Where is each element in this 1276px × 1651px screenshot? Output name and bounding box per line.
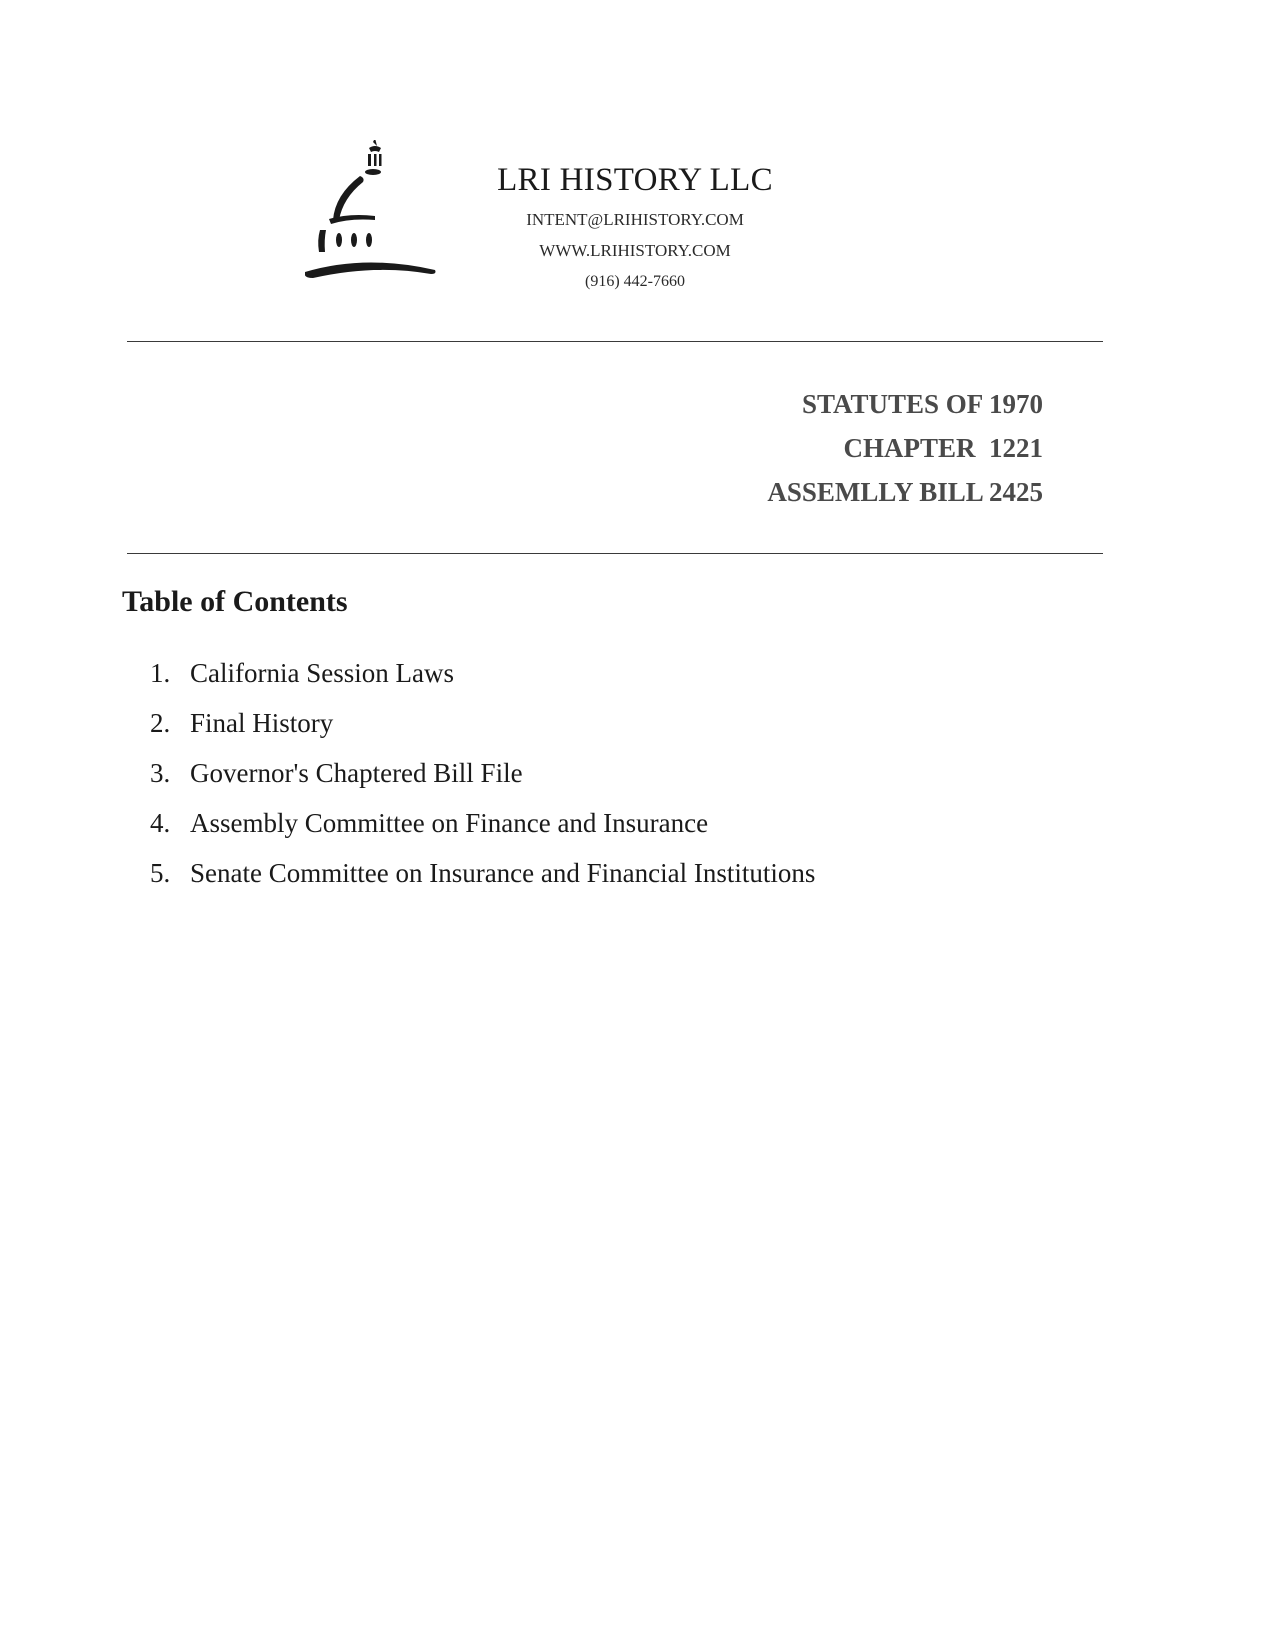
toc-heading: Table of Contents [122, 585, 348, 618]
toc-item [150, 798, 815, 848]
statute-block [767, 382, 1043, 514]
statutes-line: STATUTES OF 1970 [801, 389, 1043, 419]
toc-item [150, 848, 815, 898]
toc-item-number: 1. [150, 658, 171, 688]
bottom-divider [127, 553, 1103, 554]
contact-website: WWW.LRIHISTORY.COM [539, 241, 731, 260]
toc-item-label: Assembly Committee on Finance and Insurance [190, 808, 709, 838]
toc-item [150, 648, 815, 698]
letterhead [450, 160, 820, 297]
top-divider [127, 341, 1103, 342]
toc-list [150, 648, 815, 898]
company-name: LRI HISTORY LLC [497, 162, 773, 198]
toc-item-label: Senate Committee on Insurance and Financial Institutions [190, 858, 816, 888]
toc-item-number: 3. [150, 758, 171, 788]
contact-email: INTENT@LRIHISTORY.COM [526, 210, 744, 229]
chapter-line: CHAPTER 1221 [843, 433, 1043, 463]
toc-item-number: 4. [150, 808, 171, 838]
toc-item-label: Governor's Chaptered Bill File [190, 758, 523, 788]
toc-item-label: California Session Laws [190, 658, 454, 688]
capitol-dome-icon [305, 140, 445, 290]
bill-line: ASSEMLLY BILL 2425 [767, 477, 1043, 507]
toc-item [150, 698, 815, 748]
toc-item-number: 2. [150, 708, 171, 738]
contact-phone: (916) 442-7660 [585, 273, 685, 290]
toc-item-number: 5. [150, 858, 171, 888]
toc-item-label: Final History [190, 708, 334, 738]
toc-item [150, 748, 815, 798]
